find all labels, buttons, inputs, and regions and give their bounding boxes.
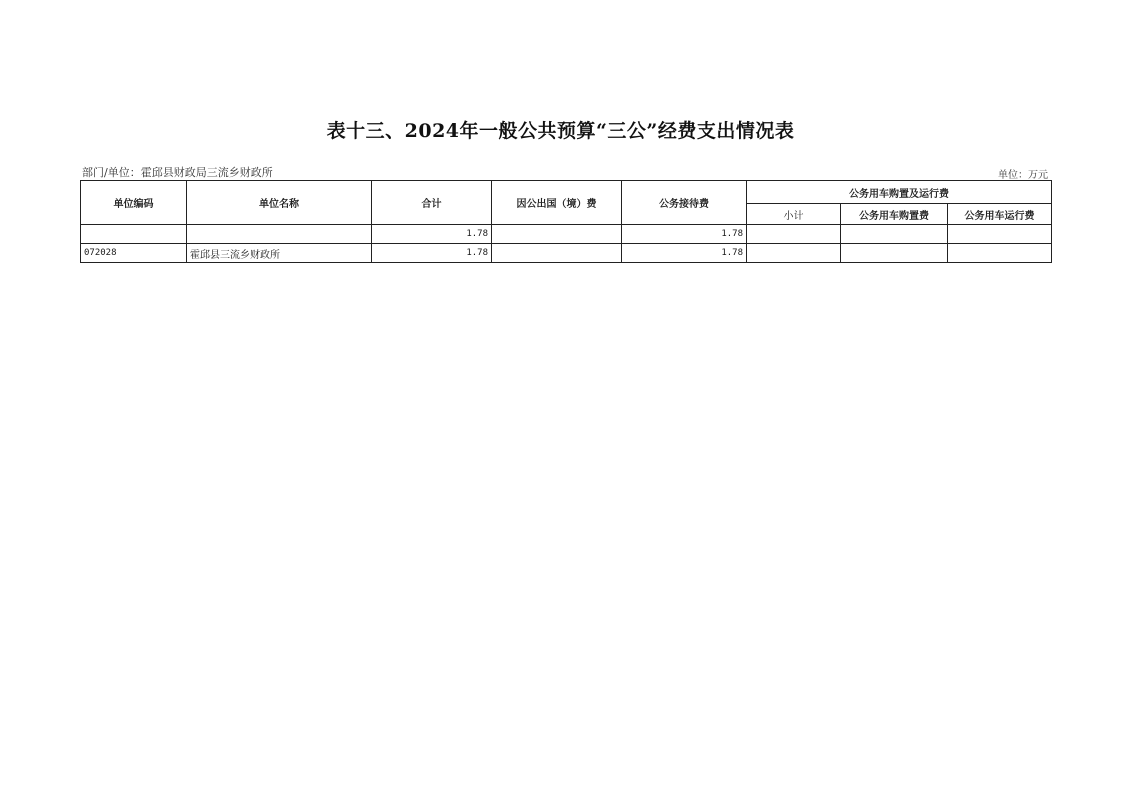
table-row xyxy=(81,244,1052,263)
department-label: 部门/单位：霍邱县财政局三流乡财政所 xyxy=(82,166,273,179)
unit-label: 单位：万元 xyxy=(998,170,1048,181)
header-vehicle-operation: 公务用车运行费 xyxy=(948,204,1052,225)
cell-vehicle-subtotal xyxy=(747,225,841,244)
header-total: 合计 xyxy=(372,181,492,225)
cell-abroad xyxy=(492,225,622,244)
header-vehicle-purchase: 公务用车购置费 xyxy=(841,204,948,225)
header-unit-code: 单位编码 xyxy=(81,181,187,225)
table-header xyxy=(81,181,1052,225)
header-vehicle-group: 公务用车购置及运行费 xyxy=(747,181,1052,204)
cell-total: 1.78 xyxy=(372,225,492,244)
cell-unit-name: 霍邱县三流乡财政所 xyxy=(187,244,372,263)
cell-vehicle-operation xyxy=(948,225,1052,244)
cell-unit-name xyxy=(187,225,372,244)
cell-reception: 1.78 xyxy=(622,225,747,244)
header-reception-expense: 公务接待费 xyxy=(622,181,747,225)
table-row xyxy=(81,225,1052,244)
page-title: 表十三、2024年一般公共预算“三公”经费支出情况表 xyxy=(326,120,795,142)
cell-vehicle-subtotal xyxy=(747,244,841,263)
three-public-expenses-table xyxy=(80,180,1052,263)
header-vehicle-subtotal: 小计 xyxy=(747,204,841,225)
table-body xyxy=(81,225,1052,263)
cell-vehicle-purchase xyxy=(841,244,948,263)
cell-abroad xyxy=(492,244,622,263)
cell-total: 1.78 xyxy=(372,244,492,263)
cell-unit-code: 072028 xyxy=(81,244,187,263)
cell-reception: 1.78 xyxy=(622,244,747,263)
header-abroad-expense: 因公出国（境）费 xyxy=(492,181,622,225)
cell-vehicle-operation xyxy=(948,244,1052,263)
header-unit-name: 单位名称 xyxy=(187,181,372,225)
cell-unit-code xyxy=(81,225,187,244)
cell-vehicle-purchase xyxy=(841,225,948,244)
